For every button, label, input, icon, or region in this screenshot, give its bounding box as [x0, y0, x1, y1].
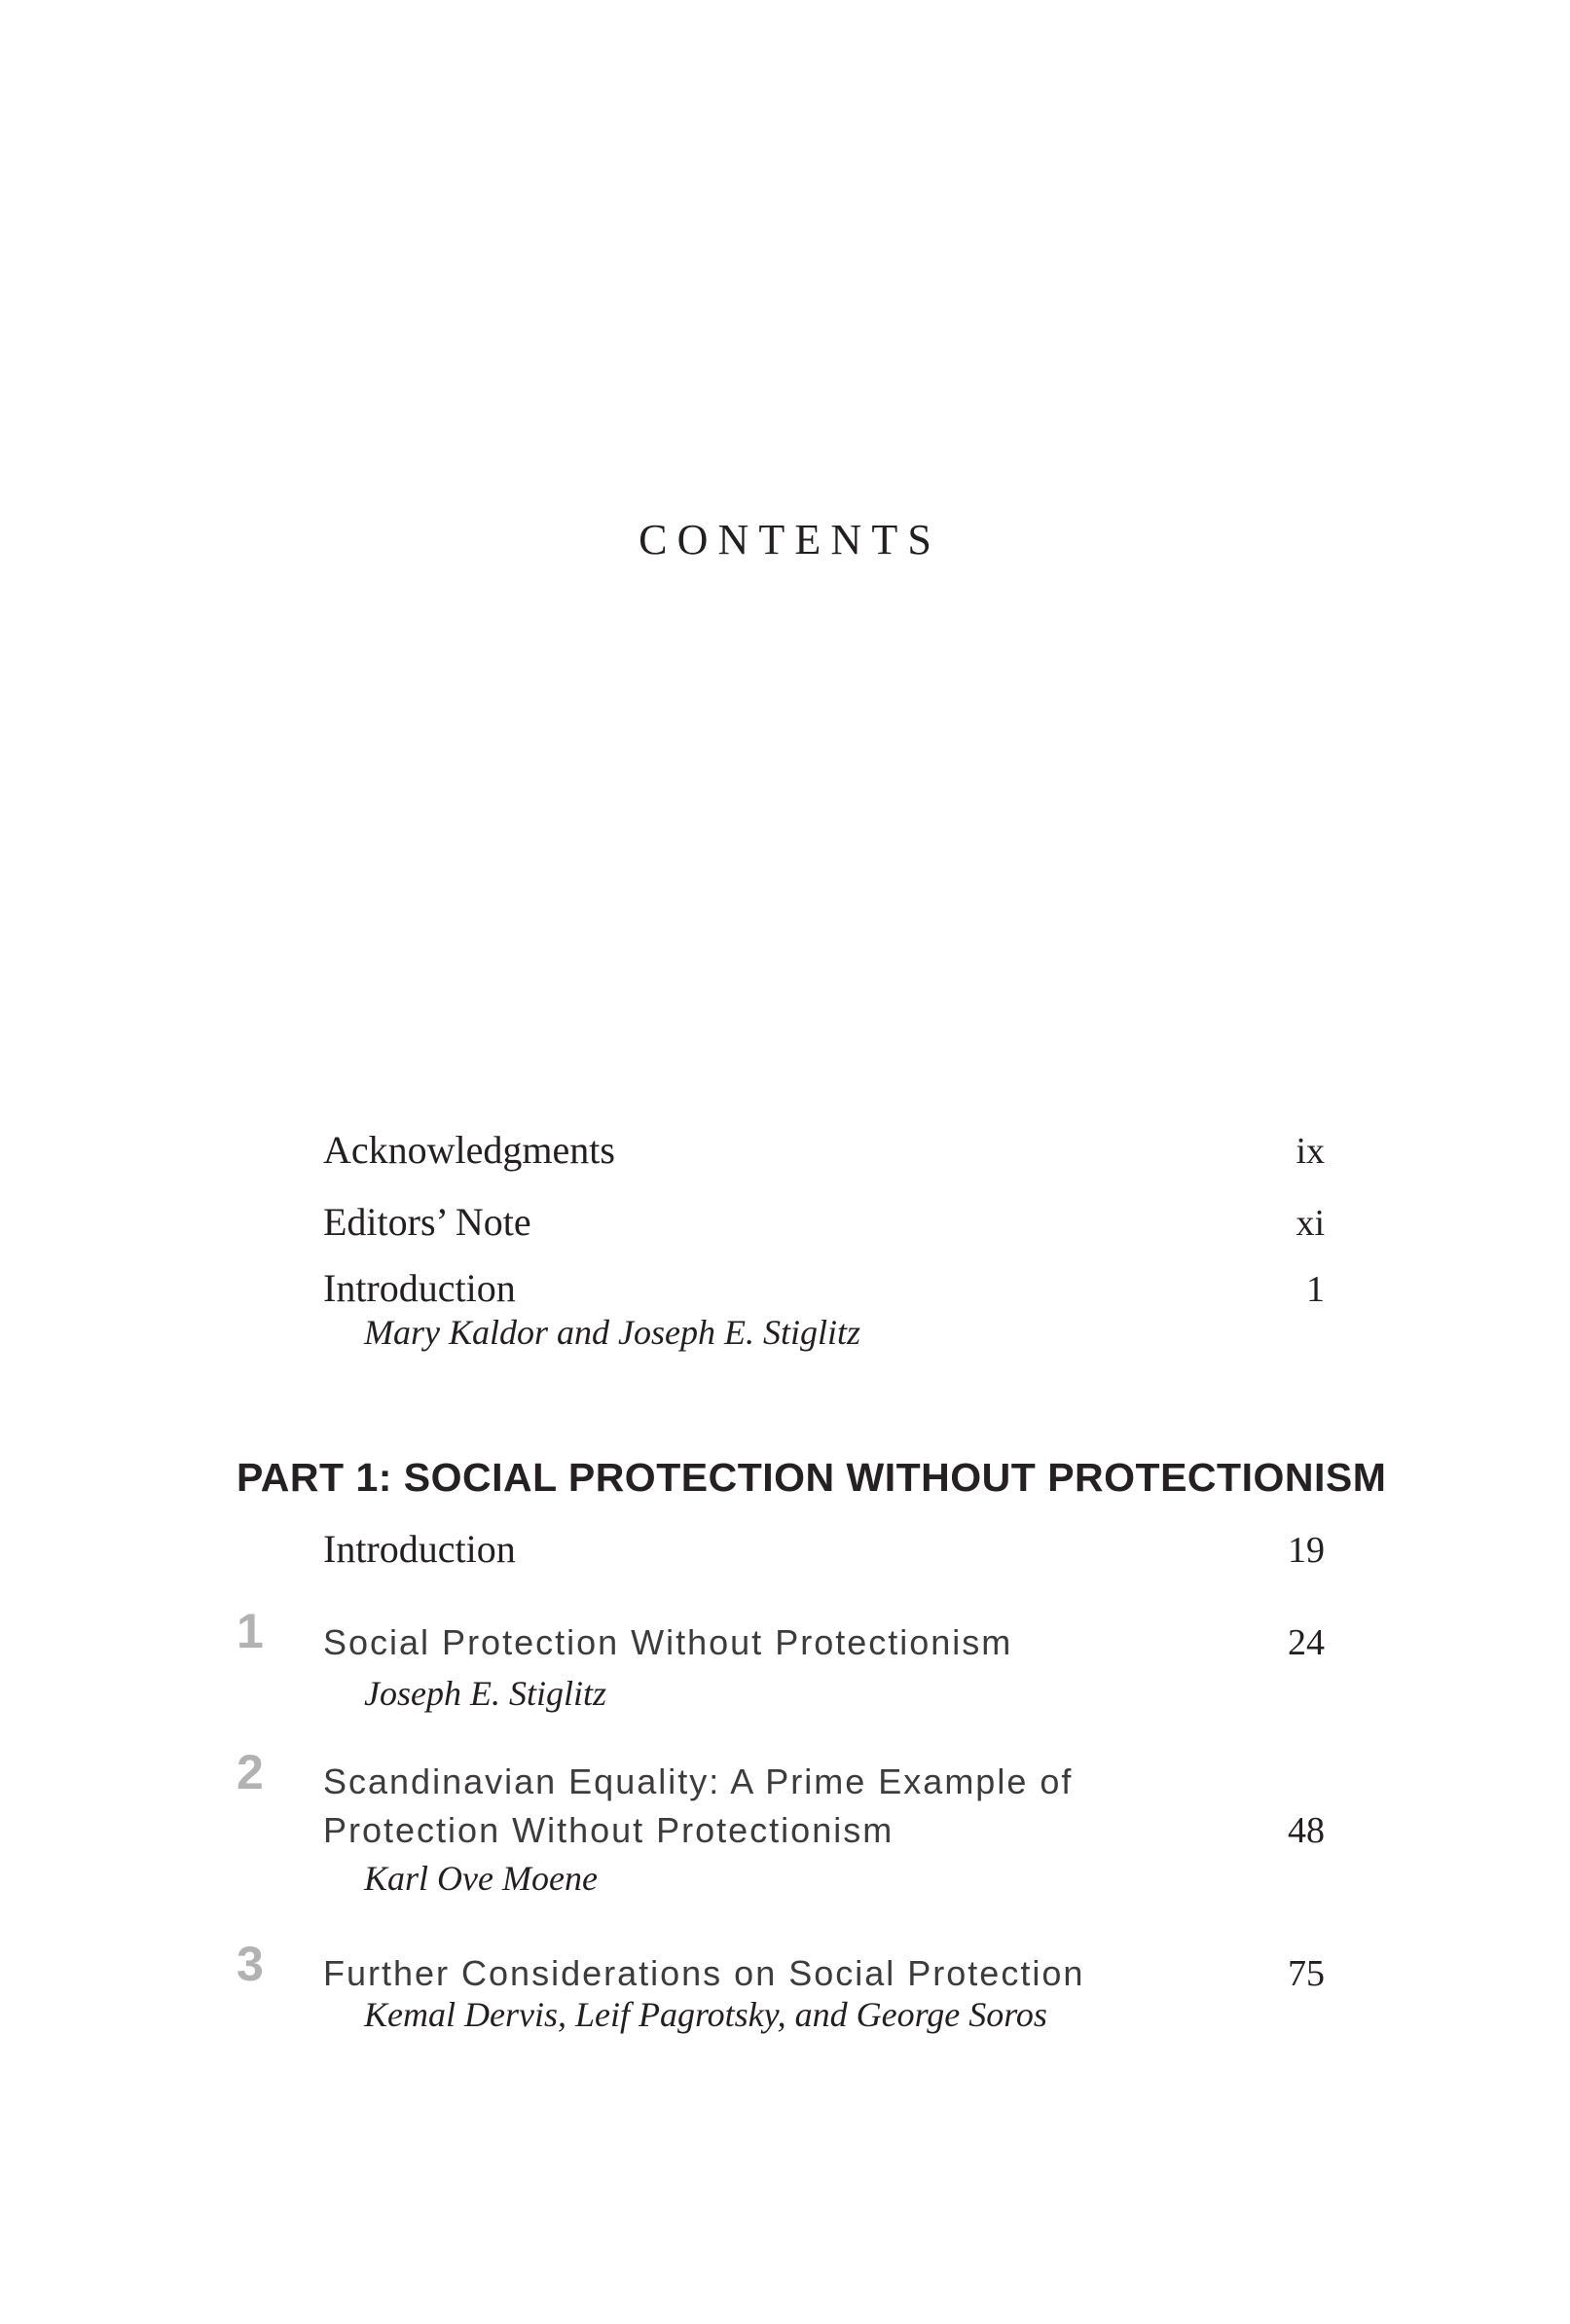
chapter-authors: Kemal Dervis, Leif Pagrotsky, and George Soros: [364, 1995, 1047, 2034]
toc-entry-acknowledgments: [323, 1128, 1325, 1172]
toc-entry-page-number: xi: [1296, 1203, 1325, 1244]
chapter-authors: Karl Ove Moene: [364, 1859, 598, 1898]
toc-entry-chapter-2: [323, 1758, 1325, 1855]
toc-entry-part1-introduction: [323, 1527, 1325, 1571]
toc-entry-chapter-3: [323, 1955, 1325, 1992]
toc-entry-page-number: ix: [1296, 1131, 1325, 1172]
toc-entry-label: Editors’ Note: [323, 1200, 531, 1244]
toc-entry-chapter-1: [323, 1624, 1325, 1661]
toc-entry-label: Introduction: [323, 1266, 516, 1310]
toc-entry-editors-note: [323, 1200, 1325, 1244]
toc-entry-page-number: 24: [1288, 1622, 1325, 1663]
toc-entry-page-number: 19: [1288, 1530, 1325, 1571]
page-title: CONTENTS: [639, 516, 941, 563]
chapter-authors: Joseph E. Stiglitz: [364, 1674, 606, 1713]
part-heading: PART 1: SOCIAL PROTECTION WITHOUT PROTECTIONISM: [237, 1455, 1387, 1500]
toc-entry-page-number: 48: [1288, 1810, 1325, 1851]
chapter-title: [323, 1758, 1073, 1855]
toc-entry-introduction: [323, 1266, 1325, 1310]
chapter-number: 3: [237, 1937, 264, 1991]
toc-entry-page-number: 1: [1306, 1269, 1325, 1310]
chapter-title: Further Considerations on Social Protection: [323, 1953, 1085, 1993]
chapter-title: Social Protection Without Protectionism: [323, 1622, 1013, 1662]
chapter-number: 2: [237, 1745, 264, 1799]
chapter-title-line-1: Scandinavian Equality: A Prime Example of: [323, 1761, 1074, 1801]
toc-entry-label: Acknowledgments: [323, 1128, 615, 1172]
toc-entry-label: Introduction: [323, 1527, 516, 1571]
chapter-title-line-2: Protection Without Protectionism: [323, 1810, 895, 1850]
toc-entry-page-number: 75: [1288, 1953, 1325, 1994]
chapter-number: 1: [237, 1604, 264, 1658]
toc-entry-authors: Mary Kaldor and Joseph E. Stiglitz: [364, 1313, 860, 1352]
